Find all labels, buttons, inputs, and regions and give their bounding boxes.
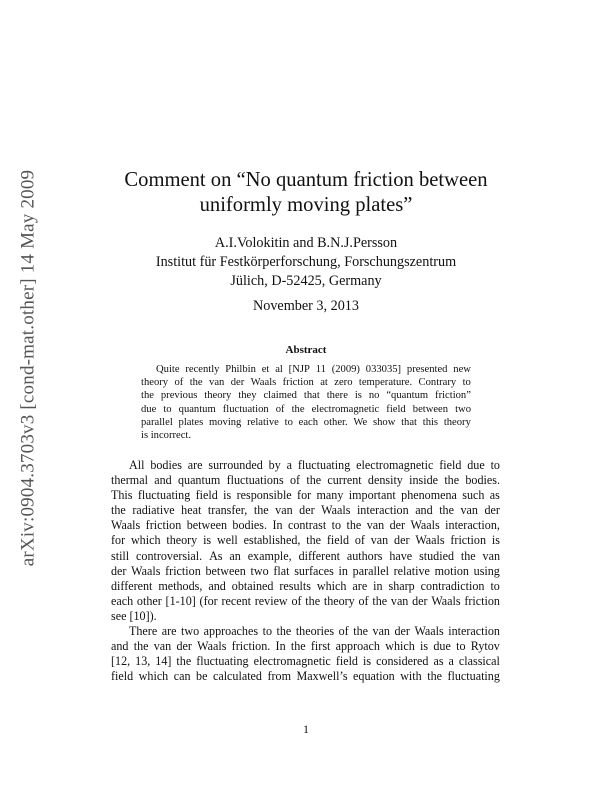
title-line: uniformly moving plates” [199,194,413,216]
abstract-line: is incorrect. [141,430,192,442]
paper-title [100,168,512,218]
body-line: There are two approaches to the theories of the van der Waals interaction [129,624,500,639]
body-line: [12, 13, 14] the fluctuating electromagnetic field is considered as a classical [111,654,500,669]
page-number: 1 [303,722,309,736]
body-line: the radiative heat transfer, the van der Waals interaction and the van der [111,503,500,518]
author-names: A.I.Volokitin and B.N.J.Persson [214,235,398,251]
abstract-line: due to quantum fluctuation of the electromagnetic field between two [141,403,471,415]
affiliation-line: Institut für Festkörperforschung, Forschungszentrum [155,254,457,270]
body-line: see [10]). [111,608,157,623]
abstract-heading: Abstract [285,344,327,356]
author-block [100,234,512,291]
body-line: thermal and quantum fluctuations of the current density inside the bodies. [111,473,500,488]
body-line: Waals friction between bodies. In contrast to the van der Waals interaction, [111,518,500,533]
arxiv-sidebar-stamp [14,158,42,578]
body-line: All bodies are surrounded by a fluctuating electromagnetic field due to [129,458,500,472]
body-line: der Waals friction between two flat surfaces in parallel relative motion using [111,563,500,578]
abstract-line: Quite recently Philbin et al [NJP 11 (2009) 033035] presented new [156,364,471,375]
abstract-line: theory of the van der Waals friction at zero temperature. Contrary to [141,377,471,389]
body-line: and the van der Waals friction. In the first approach which is due to Rytov [111,639,500,654]
body-line: field which can be calculated from Maxwell’s equation with the fluctuating [111,669,500,684]
paper-date: November 3, 2013 [253,298,359,314]
title-line: Comment on “No quantum friction between [124,169,488,191]
body-line: for which theory is well established, the field of van der Waals friction is [111,533,500,548]
body-line: each other [1-10] (for recent review of the theory of the van der Waals friction [111,593,500,608]
abstract-text [141,363,471,442]
abstract-line: parallel plates moving relative to each other. We show that this theory [141,416,471,428]
body-line: This fluctuating field is responsible for many important phenomena such as [111,488,500,503]
abstract-line: the previous theory they claimed that there is no “quantum friction” [141,390,471,402]
body-text [111,458,500,684]
arxiv-identifier: arXiv:0904.3703v3 [cond-mat.other] 14 May 2009 [17,169,39,567]
body-line: still controversial. As an example, different authors have studied the van [111,548,500,563]
body-line: different methods, and obtained results which are in sharp contradiction to [111,578,500,593]
affiliation-line: Jülich, D-52425, Germany [230,273,382,289]
